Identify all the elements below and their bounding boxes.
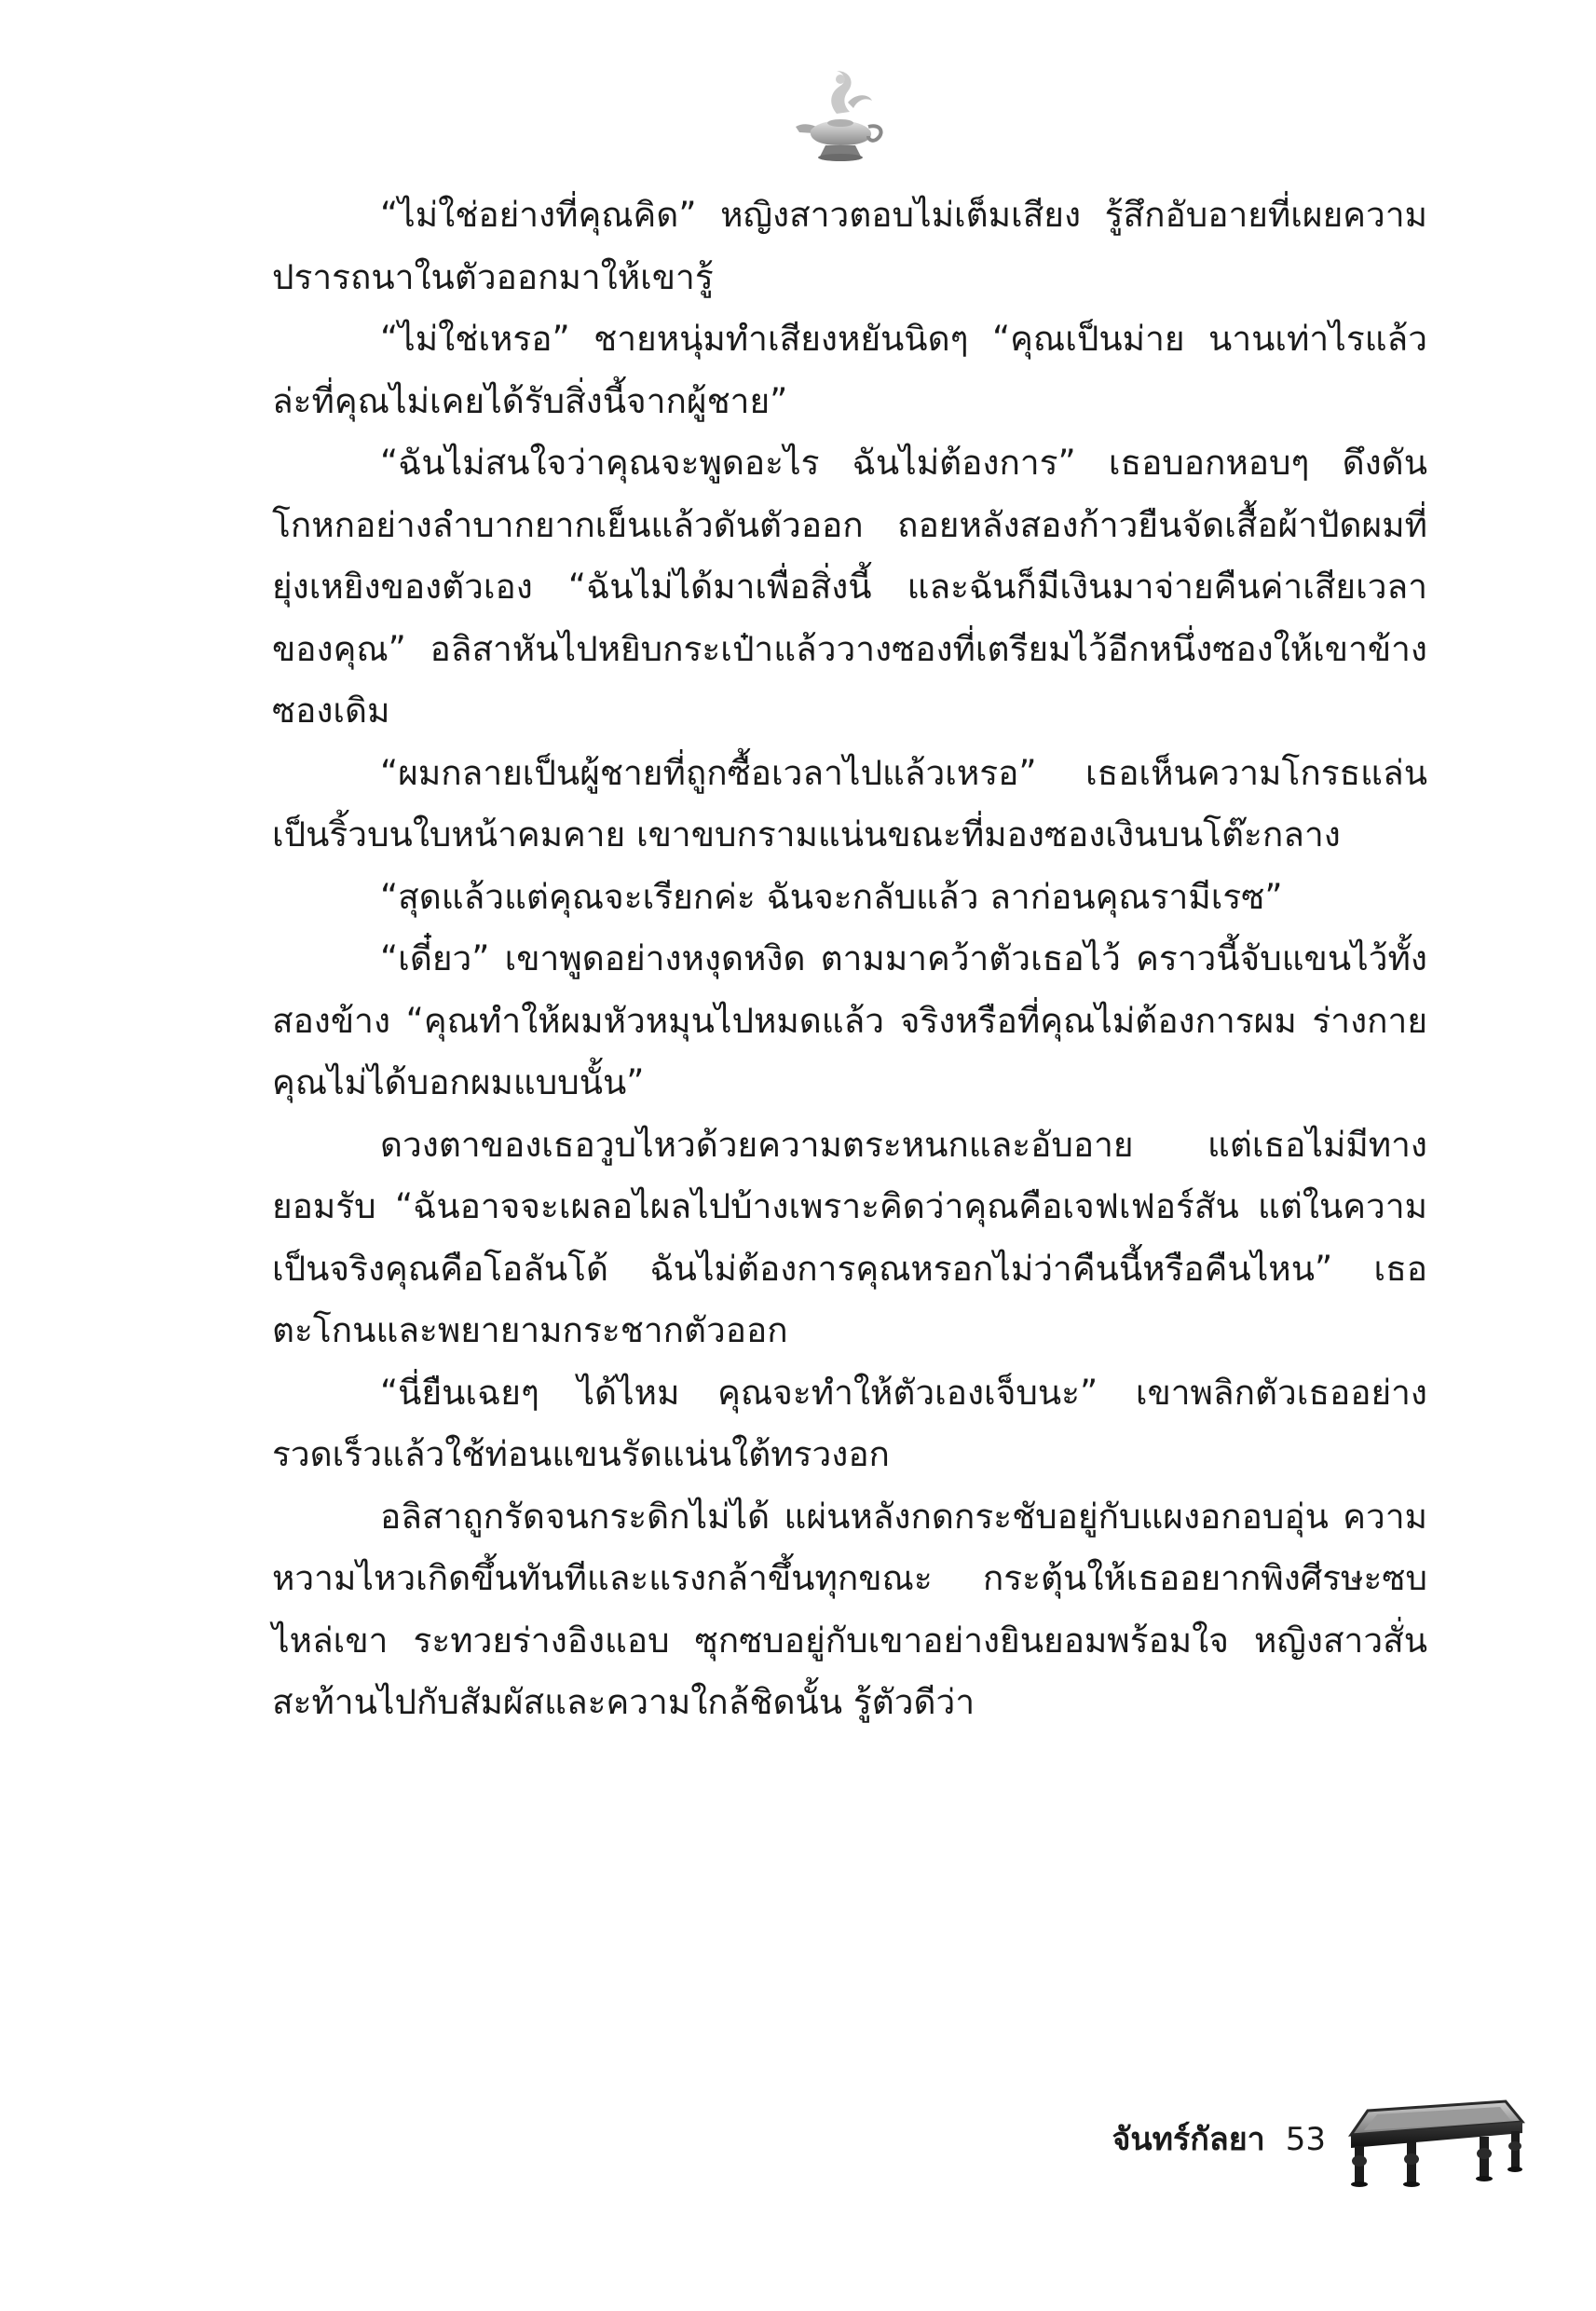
page-number: 53 [1285,2121,1326,2158]
page-footer [1112,2113,1326,2164]
footer-author: จันทร์กัลยา [1112,2121,1265,2158]
paragraph: “ฉันไม่สนใจว่าคุณจะพูดอะไร ฉันไม่ต้องการ” เธอบอกหอบๆ ดึงดันโกหกอย่างลำบากยากเย็นแล้วดันตัวออก ถอยหลังสองก้าวยืนจัดเสื้อผ้าปัดผมที่ยุ่งเหยิงของตัวเอง “ฉันไม่ได้มาเพื่อสิ่งนี้ และฉันก็มีเงินมาจ่ายคืนค่าเสียเวลาของคุณ” อลิสาหันไปหยิบกระเป๋าแล้ววางซองที่เตรียมไว้อีกหนึ่งซองให้เขาข้างซองเดิม [272,443,1427,731]
paragraph: “เดี๋ยว” เขาพูดอย่างหงุดหงิด ตามมาคว้าตัวเธอไว้ คราวนี้จับแขนไว้ทั้งสองข้าง “คุณทำให้ผมหัวหมุนไปหมดแล้ว จริงหรือที่คุณไม่ต้องการผม ร่างกายคุณไม่ได้บอกผมแบบนั้น” [272,938,1427,1102]
paragraph: “นี่ยืนเฉยๆ ได้ไหม คุณจะทำให้ตัวเองเจ็บนะ” เขาพลิกตัวเธออย่างรวดเร็วแล้วใช้ท่อนแขนรัดแน่นใต้ทรวงอก [272,1372,1427,1474]
paragraph: ดวงตาของเธอวูบไหวด้วยความตระหนกและอับอาย แต่เธอไม่มีทางยอมรับ “ฉันอาจจะเผลอไผลไปบ้างเพราะคิดว่าคุณคือเจฟเฟอร์สัน แต่ในความเป็นจริงคุณคือโอลันโด้ ฉันไม่ต้องการคุณหรอกไม่ว่าคืนนี้หรือคืนไหน” เธอตะโกนและพยายามกระชากตัวออก [272,1124,1427,1350]
paragraph: “ไม่ใช่อย่างที่คุณคิด” หญิงสาวตอบไม่เต็มเสียง รู้สึกอับอายที่เผยความปรารถนาในตัวออกมาให้เขารู้ [272,195,1427,297]
paragraph: “ผมกลายเป็นผู้ชายที่ถูกซื้อเวลาไปแล้วเหรอ” เธอเห็นความโกรธแล่นเป็นริ้วบนใบหน้าคมคาย เขาขบกรามแน่นขณะที่มองซองเงินบนโต๊ะกลาง [272,752,1427,855]
paragraph: “ไม่ใช่เหรอ” ชายหนุ่มทำเสียงหยันนิดๆ “คุณเป็นม่าย นานเท่าไรแล้วล่ะที่คุณไม่เคยได้รับสิ่งนี้จากผู้ชาย” [272,319,1427,421]
paragraph: “สุดแล้วแต่คุณจะเรียกค่ะ ฉันจะกลับแล้ว ลาก่อนคุณรามีเรซ” [380,876,1283,917]
genie-lamp-icon [783,65,894,168]
body-text [272,185,1427,2076]
billiard-table-icon [1340,2092,1526,2195]
paragraph: อลิสาถูกรัดจนกระดิกไม่ได้ แผ่นหลังกดกระชับอยู่กับแผงอกอบอุ่น ความหวามไหวเกิดขึ้นทันทีและแรงกล้าขึ้นทุกขณะ กระตุ้นให้เธออยากพิงศีรษะซบไหล่เขา ระทวยร่างอิงแอบ ซุกซบอยู่กับเขาอย่างยินยอมพร้อมใจ หญิงสาวสั่นสะท้านไปกับสัมผัสและความใกล้ชิดนั้น รู้ตัวดีว่า [272,1496,1427,1722]
